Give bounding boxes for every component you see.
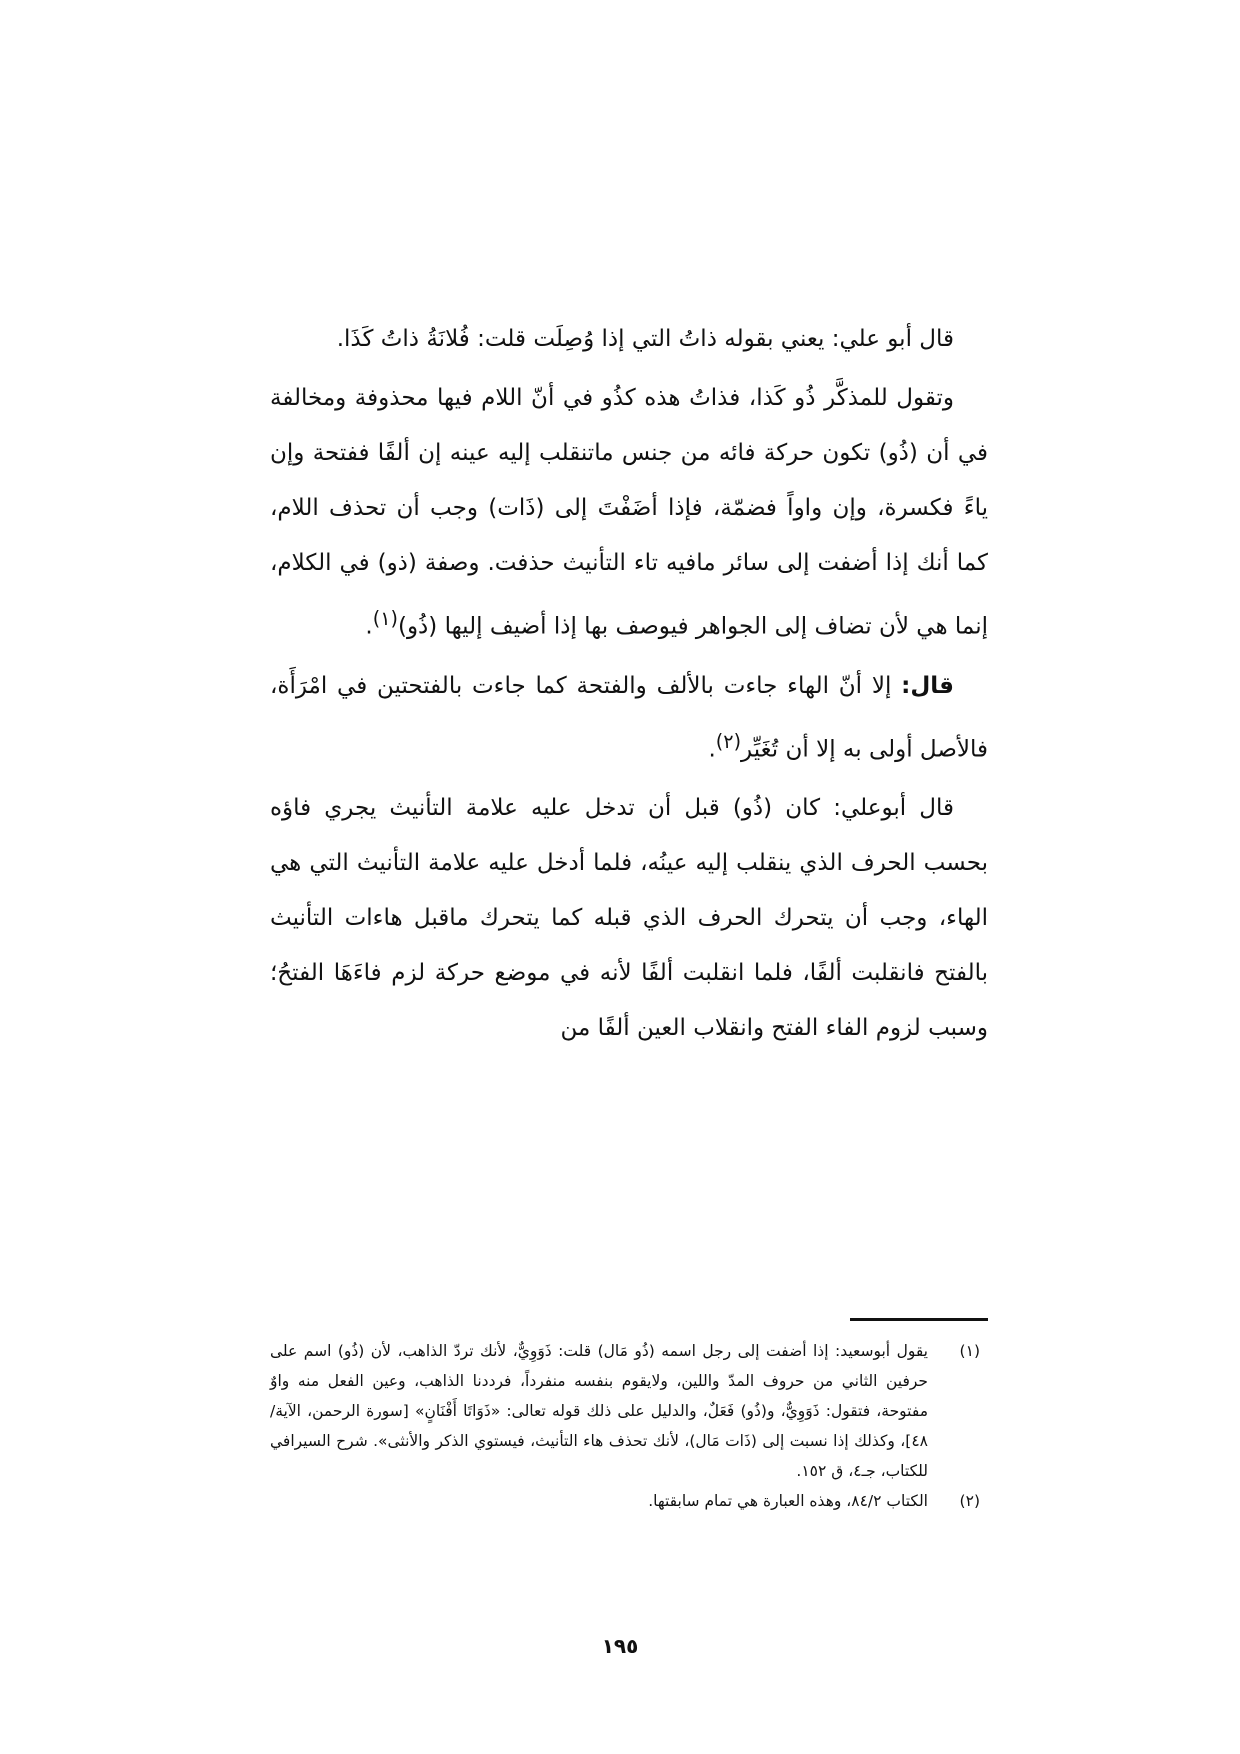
footnote-ref-1[interactable]: (١) — [372, 607, 398, 630]
paragraph-4 — [270, 781, 988, 1056]
paragraph-2-text: وتقول للمذكَّر ذُو كَذا، فذاتُ هذه كذُو في أنّ اللام فيها محذوفة ومخالفة في أن (ذُو) تكون حركة فائه من جنس ماتنقلب إليه عينه إن ألفًا ففتحة وإن ياءً فكسرة، وإن واواً فضمّة، فإذا أضَفْتَ إلى (ذَات) وجب أن تحذف اللام، كما أنك إذا أضفت إلى سائر مافيه تاء التأنيث حذفت. وصفة (ذو) في الكلام، إنما هي لأن تضاف إلى الجواهر فيوصف بها إذا أضيف إليها (ذُو) — [270, 385, 988, 640]
paragraph-1 — [270, 312, 988, 367]
paragraph-3-text: إلا أنّ الهاء جاءت بالألف والفتحة كما جاءت بالفتحتين في امْرَأَة، فالأصل أولى به إلا أن تُغَيِّر — [270, 672, 988, 763]
paragraph-2 — [270, 371, 988, 655]
footnote-1-text: يقول أبوسعيد: إذا أضفت إلى رجل اسمه (ذُو مَال) قلت: ذَوَوِيٌّ، لأنك تردّ الذاهب، لأن (ذُو) اسم على حرفين الثاني من حروف المدّ واللين، ولايقوم بنفسه منفرداً، فرددنا الذاهب، وعين الفعل منه واوٌ مفتوحة، فتقول: ذَوَوِيٌّ، و(ذُو) فَعَلٌ، والدليل على ذلك قوله تعالى: «ذَوَاتَا أَفْنَانٍ» [سورة الرحمن، الآية/٤٨]، وكذلك إذا نسبت إلى (ذَات مَال)، لأنك تحذف هاء التأنيث، فيستوي الذكر والأنثى». شرح السيرافي للكتاب، جـ٤، ق ١٥٢. — [270, 1342, 928, 1480]
paragraph-4-text: قال أبوعلي: كان (ذُو) قبل أن تدخل عليه علامة التأنيث يجري فاؤه بحسب الحرف الذي ينقلب إليه عينُه، فلما أدخل عليه علامة التأنيث التي هي الهاء، وجب أن يتحرك الحرف الذي قبله كما يتحرك ماقبل هاءات التأنيث بالفتح فانقلبت ألفًا، فلما انقلبت ألفًا لأنه في موضع حركة لزم فاءَهَا الفتحُ؛ وسبب لزوم الفاء الفتح وانقلاب العين ألفًا من — [270, 795, 988, 1042]
paragraph-2-end: . — [365, 613, 373, 640]
paragraph-3-lead: قال: — [901, 672, 954, 699]
main-text — [270, 312, 988, 1056]
footnote-2-number: (٢) — [959, 1492, 980, 1510]
footnote-separator — [850, 1318, 988, 1321]
paragraph-1-text: قال أبو علي: يعني بقوله ذاتُ التي إذا وُصِلَت قلت: فُلانَةُ ذاتُ كَذَا. — [336, 326, 954, 352]
footnote-ref-2[interactable]: (٢) — [715, 729, 742, 753]
footnote-2-text: الكتاب ٨٤/٢، وهذه العبارة هي تمام سابقتها. — [648, 1492, 928, 1510]
footnotes — [270, 1336, 988, 1516]
footnote-1 — [270, 1336, 988, 1486]
footnote-2 — [270, 1486, 988, 1516]
footnote-1-number: (١) — [959, 1342, 980, 1360]
page-number: ١٩٥ — [601, 1634, 639, 1658]
paragraph-3-end: . — [708, 736, 716, 763]
paragraph-3 — [270, 659, 988, 778]
